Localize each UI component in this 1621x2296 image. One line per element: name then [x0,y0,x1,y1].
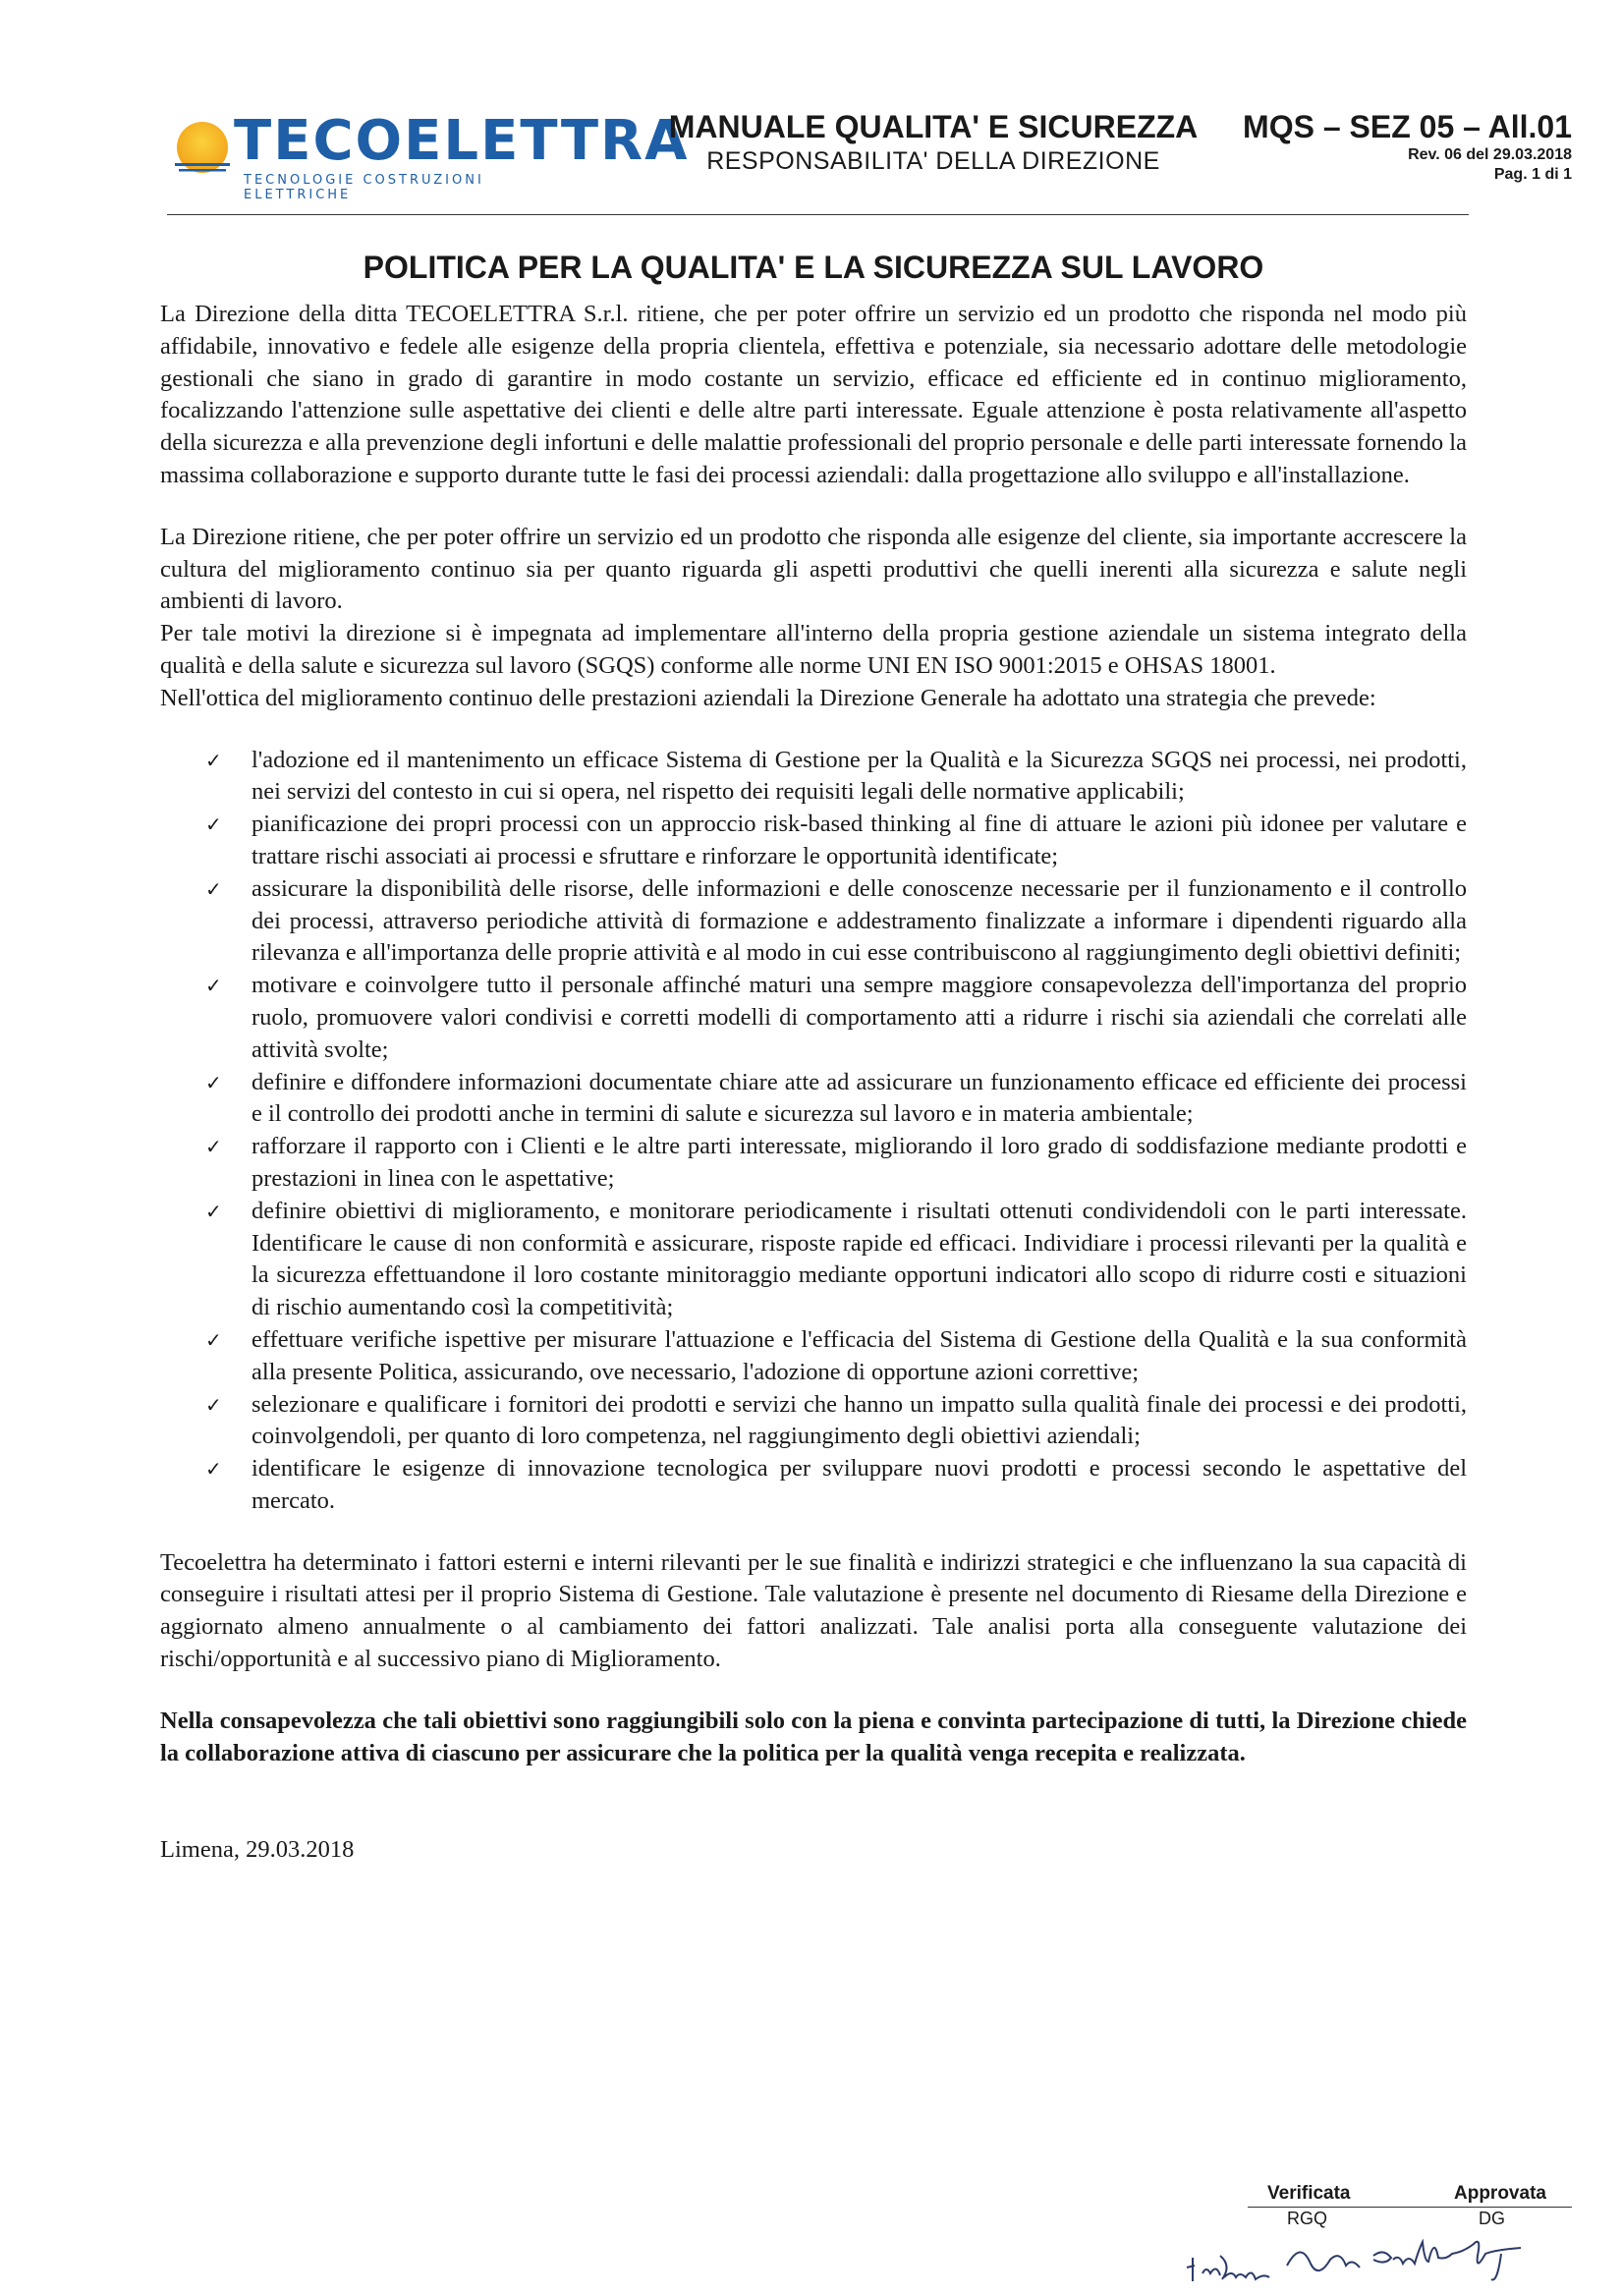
page-number: Pag. 1 di 1 [1493,166,1572,183]
check-icon: ✓ [205,1457,222,1482]
list-item [160,1453,1467,1518]
check-icon: ✓ [205,1135,222,1159]
approved-label: Approvata [1454,2183,1546,2204]
list-item-text: motivare e coinvolgere tutto il personale affinché maturi una sempre maggiore consapevolezza dell'importanza del proprio ruolo, promuovere valori condivisi e corretti modelli di comportamento atti a ridurre i rischi sia aziendali che correlati alle attività svolte; [252,972,1467,1063]
approved-role: DG [1479,2209,1505,2228]
closing-statement: Nella consapevolezza che tali obiettivi sono raggiungibili solo con la piena e convinta partecipazione di tutti, la Direzione chiede la collaborazione attiva di ciascuno per assicurare che la politica per la qualità venga recepita e realizzata. [160,1707,1467,1766]
approval-divider [1248,2207,1572,2208]
list-item-text: rafforzare il rapporto con i Clienti e le altre parti interessate, migliorando il loro grado di soddisfazione mediante prodotti e prestazioni in linea con le aspettative; [252,1133,1467,1192]
list-item-text: assicurare la disponibilità delle risorse, delle informazioni e delle conoscenze necessarie per il funzionamento e il controllo dei processi, attraverso periodiche attività di formazione e addestramento finalizzate a informare i dipendenti riguardo alla rilevanza e all'importanza delle proprie attività e al modo in cui esse contribuiscono al raggiungimento degli obiettivi definiti; [252,874,1467,967]
approval-block [1159,2183,1592,2291]
check-icon: ✓ [205,974,222,998]
check-icon: ✓ [205,1327,222,1352]
header-center [629,108,1238,177]
list-item [160,1324,1467,1389]
logo-tagline: TECNOLOGIE COSTRUZIONI ELETTRICHE [244,173,484,202]
paragraph-strategy: Nell'ottica del miglioramento continuo delle prestazioni aziendali la Direzione Generale ha adottato una strategia che prevede: [160,684,1376,711]
header-divider [167,214,1469,215]
list-item [160,1067,1467,1132]
paragraph-intro: La Direzione della ditta TECOELETTRA S.r.l. ritiene, che per poter offrire un servizio ed un prodotto che risponda nel modo più affidabile, innovativo e fedele alle esigenze della propria clientela, effettiva e potenziale, sia necessario adottare delle metodologie gestionali che siano in grado di garantire in modo costante un servizio, efficace ed efficiente ed in continuo miglioramento, focalizzando l'attenzione sulle aspettative dei clienti e delle altre parti interessate. Eguale attenzione è posta relativamente all'aspetto della sicurezza e alla prevenzione degli infortuni e delle malattie professionali del proprio personale e delle parti interessate fornendo la massima collaborazione e supporto durante tutte le fasi dei processi aziendali: dalla progettazione allo sviluppo e all'installazione. [160,301,1467,488]
strategy-list [160,745,1467,1518]
list-item-text: l'adozione ed il mantenimento un efficace Sistema di Gestione per la Qualità e la Sicurezza SGQS nei processi, nei prodotti, nei servizi del contesto in cui si opera, nel rispetto dei requisiti legali delle normative applicabili; [252,746,1467,806]
list-item [160,745,1467,810]
document-code: MQS – SEZ 05 – All.01 [1243,109,1572,144]
paragraph-context: Tecoelettra ha determinato i fattori esterni e interni rilevanti per le sue finalità e indirizzi strategici e che influenzano la sua capacità di conseguire i risultati attesi per il proprio Sistema di Gestione. Tale valutazione è presente nel documento di Riesame della Direzione e aggiornato almeno annualmente o al cambiamento dei fattori analizzati. Tale analisi porta alla conseguente valutazione dei rischi/opportunità e al successivo piano di Miglioramento. [160,1548,1467,1673]
list-item [160,1131,1467,1196]
list-item-text: selezionare e qualificare i fornitori dei prodotti e servizi che hanno un impatto sulla qualità finale dei processi e dei prodotti, coinvolgendoli, per quanto di loro competenza, nel raggiungimento degli obiettivi aziendali; [252,1390,1467,1450]
check-icon: ✓ [205,1392,222,1417]
list-item-text: effettuare verifiche ispettive per misurare l'attuazione e l'efficacia del Sistema di Gestione della Qualità e la sua conformità alla presente Politica, assicurando, ove necessario, l'adozione di opportune azioni correttive; [252,1325,1467,1385]
place-date: Limena, 29.03.2018 [160,1836,355,1864]
handwritten-signatures [1159,2218,1592,2287]
company-logo [167,108,690,202]
list-item-text: definire e diffondere informazioni documentate chiare atte ad assicurare un funzionamento efficace ed efficiente dei processi e il controllo dei prodotti anche in termini di salute e sicurezza sul lavoro e in materia ambientale; [252,1068,1467,1128]
sun-icon [175,120,230,175]
list-item-text: pianificazione dei propri processi con un approccio risk-based thinking al fine di attuare le azioni più idonee per valutare e trattare rischi associati ai processi e sfruttare e rinforzare le opportunità identificate; [252,811,1467,869]
list-item-text: definire obiettivi di miglioramento, e monitorare periodicamente i risultati ottenuti condividendoli con le parti interessate. Identificare le cause di non conformità e assicurare, risposte rapide ed efficaci. Individiare i processi rilevanti per la qualità e la sicurezza effettuandone il loro costante minitoraggio mediante opportuni indicatori allo scopo di ridurre costi e situazioni di rischio aumentando così la competitività; [252,1197,1467,1321]
manual-section: RESPONSABILITA' DELLA DIREZIONE [706,147,1160,175]
verified-label: Verificata [1267,2183,1351,2204]
paragraph-sgqs: Per tale motivi la direzione si è impegnata ad implementare all'interno della propria gestione aziendale un sistema integrato della qualità e della salute e sicurezza sul lavoro (SGQS) conforme alle norme UNI EN ISO 9001:2015 e OHSAS 18001. [160,620,1467,679]
manual-title: MANUALE QUALITA' E SICUREZZA [668,109,1199,144]
list-item-text: identificare le esigenze di innovazione tecnologica per sviluppare nuovi prodotti e processi secondo le aspettative del mercato. [252,1455,1467,1514]
check-icon: ✓ [205,876,222,901]
document-body [160,246,1467,1867]
list-item [160,1196,1467,1324]
check-icon: ✓ [205,1199,222,1223]
check-icon: ✓ [205,748,222,772]
document-header [167,98,1572,206]
list-item [160,1389,1467,1454]
header-right [1218,108,1572,185]
verified-role: RGQ [1287,2209,1328,2228]
list-item [160,873,1467,970]
document-title: POLITICA PER LA QUALITA' E LA SICUREZZA SUL LAVORO [363,250,1264,285]
list-item [160,809,1467,873]
revision-info: Rev. 06 del 29.03.2018 [1408,146,1572,163]
logo-wordmark: TECOELETTRA [234,109,690,173]
check-icon: ✓ [205,812,222,837]
paragraph-continuous-improvement: La Direzione ritiene, che per poter offrire un servizio ed un prodotto che risponda alle esigenze del cliente, sia importante accrescere la cultura del miglioramento continuo sia per quanto riguarda gli aspetti produttivi che quelli inerenti alla sicurezza e salute negli ambienti di lavoro. [160,523,1467,615]
check-icon: ✓ [205,1070,222,1094]
list-item [160,970,1467,1066]
